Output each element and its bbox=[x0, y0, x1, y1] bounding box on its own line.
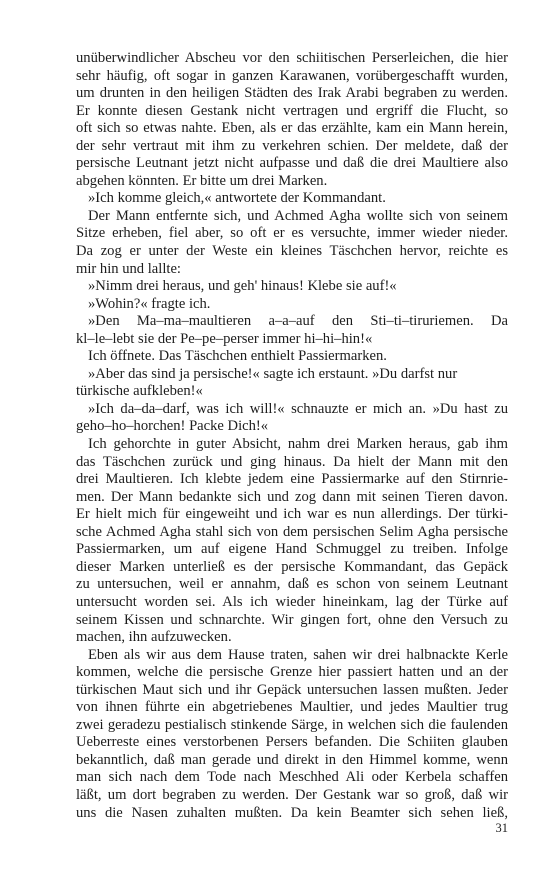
text-line: machen, ihn aufzuwecken. bbox=[76, 629, 232, 646]
text-line: Ich öffnete. Das Täschchen enthielt Passiermarken. bbox=[88, 348, 387, 365]
text-line: dieser Marken unterließ es der persische Kommandant, das Gepäck bbox=[76, 558, 508, 575]
text-line: Eben als wir aus dem Hause traten, sahen wir drei halbnackte Kerle bbox=[88, 646, 508, 663]
text-line: unüberwindlicher Abscheu vor den schiitischen Perserleichen, die hier bbox=[76, 50, 508, 66]
text-line: man sich nach dem Tode nach Meschhed Ali oder Kerbela schaffen bbox=[76, 769, 508, 786]
text-line: mir hin und lallte: bbox=[76, 260, 181, 277]
text-line: oft sich so etwas nahte. Eben, als er das erzählte, kam ein Mann herein, bbox=[76, 120, 508, 137]
text-line: »Den Ma–ma–maultieren a–a–auf den Sti–ti–tiruriemen. Da bbox=[88, 313, 508, 330]
text-line: der sehr vertraut mit ihm zu verkehren schien. Der meldete, daß der bbox=[76, 137, 508, 154]
text-line: bekanntlich, daß man gerade und direkt in den Himmel komme, wenn bbox=[76, 751, 508, 768]
text-line: Da zog er unter der Weste ein kleines Täschchen hervor, reichte es bbox=[76, 243, 508, 260]
text-line: türkischen Maut sich und ihr Gepäck untersuchen lassen mußten. Jeder bbox=[76, 681, 508, 698]
text-line: um drunten in den heiligen Städten des Irak Arabi begraben zu werden. bbox=[76, 85, 508, 102]
text-line: von ihnen führte ein abgetriebenes Maultier, und jedes Maultier trug bbox=[76, 699, 508, 716]
text-line: Passiermarken, um auf eigene Hand Schmuggel zu treiben. Infolge bbox=[76, 541, 508, 558]
text-line: untersucht worden sei. Als ich wieder hineinkam, lag der Türke auf bbox=[76, 593, 508, 610]
text-line: Der Mann entfernte sich, und Achmed Agha wollte sich von seinem bbox=[88, 207, 508, 224]
text-line: Ich gehorchte in guter Absicht, nahm drei Marken heraus, gab ihm bbox=[88, 436, 508, 453]
text-line: persische Leutnant jetzt nicht aufpasse und daß die drei Maultiere also bbox=[76, 155, 508, 172]
text-line: Ueberreste eines verstorbenen Persers befanden. Die Schiiten glauben bbox=[76, 734, 508, 751]
text-line: drei Maultieren. Ich klebte jedem eine Passiermarke auf den Stirnrie- bbox=[76, 471, 508, 488]
text-line: sche Achmed Agha stahl sich von dem persischen Selim Agha persische bbox=[76, 523, 508, 540]
text-line: sehr häufig, oft sogar in ganzen Karawanen, vorübergeschafft wurden, bbox=[76, 67, 508, 84]
page-number: 31 bbox=[495, 821, 508, 835]
text-line: zu untersuchen, weil er annahm, daß es schon von seinem Leutnant bbox=[76, 576, 508, 593]
text-line: seinem Kissen und schnarchte. Wir gingen fort, ohne den Versuch zu bbox=[76, 611, 508, 628]
text-line: Er hielt mich für eingeweiht und ich war es nun allerdings. Der türki- bbox=[76, 506, 508, 523]
text-line: uns die Nasen zuhalten mußten. Da kein Beamter sich sehen ließ, bbox=[76, 804, 508, 821]
text-line: kommen, welche die persische Grenze hier passiert hatten und an der bbox=[76, 664, 508, 681]
text-line: Sitze erheben, fiel aber, so oft er es versuchte, immer wieder nieder. bbox=[76, 225, 508, 242]
text-line: men. Der Mann bedankte sich und zog dann mit seinen Tieren davon. bbox=[76, 488, 508, 505]
text-line: »Ich da–da–darf, was ich will!« schnauzte er mich an. »Du hast zu bbox=[88, 400, 508, 417]
text-line: zwei geradezu pestialisch stinkende Särge, in welchen sich die faulenden bbox=[76, 716, 508, 733]
text-line: das Täschchen zurück und ging hinaus. Da hielt der Mann mit den bbox=[76, 453, 508, 470]
text-line: Er konnte diesen Gestank nicht vertragen und ergriff die Flucht, so bbox=[76, 102, 508, 119]
text-line: »Aber das sind ja persische!« sagte ich erstaunt. »Du darfst nur bbox=[88, 365, 458, 382]
text-line: abgehen könnten. Er bitte um drei Marken. bbox=[76, 172, 328, 189]
text-line: »Nimm drei heraus, und geh' hinaus! Klebe sie auf!« bbox=[88, 278, 397, 295]
text-line: türkische aufkleben!« bbox=[76, 383, 203, 400]
text-line: »Wohin?« fragte ich. bbox=[88, 295, 211, 312]
body-text bbox=[76, 50, 508, 822]
text-line: geho–ho–horchen! Packe Dich!« bbox=[76, 418, 269, 435]
text-line: kl–le–lebt sie der Pe–pe–perser immer hi–hi–hin!« bbox=[76, 330, 373, 347]
text-line: »Ich komme gleich,« antwortete der Kommandant. bbox=[88, 190, 386, 207]
text-line: läßt, um dort begraben zu werden. Der Gestank war so groß, daß wir bbox=[76, 786, 508, 803]
